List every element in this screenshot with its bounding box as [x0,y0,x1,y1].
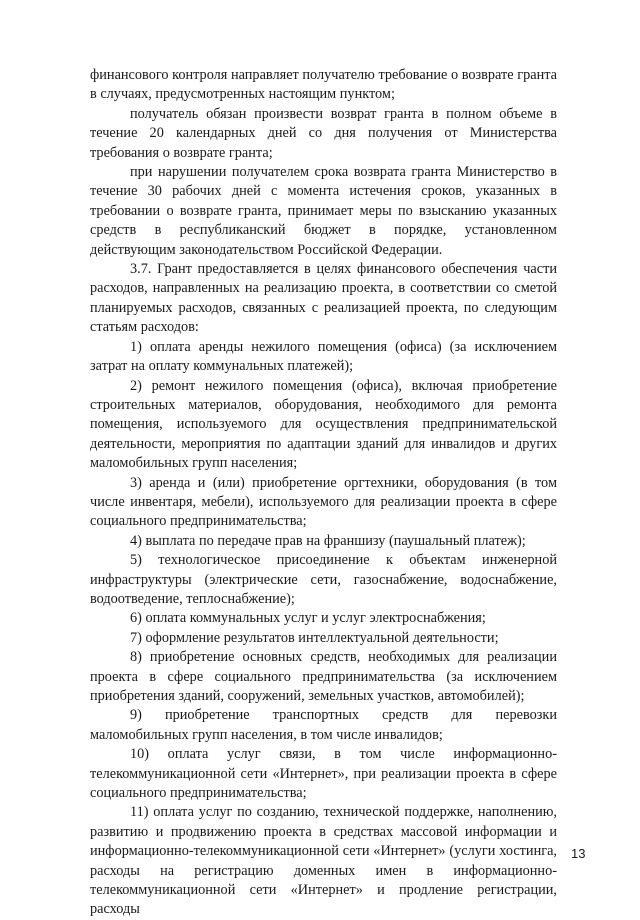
page-number: 13 [571,846,586,861]
list-item: 5) технологическое присоединение к объектам инженерной инфраструктуры (электрические сети, газоснабжение, водоснабжение, водоотведение, теплоснабжение); [90,552,557,607]
list-item: 4) выплата по передаче прав на франшизу (паушальный платеж); [130,532,526,549]
list-item: 3) аренда и (или) приобретение оргтехники, оборудования (в том числе инвентаря, мебели), используемого для реализации проекта в сфере социального предпринимательства; [90,474,557,530]
list-item: 9) приобретение транспортных средств для перевозки маломобильных групп населения, в том числе инвалидов; [90,707,557,743]
paragraph: получатель обязан произвести возврат гранта в полном объеме в течение 20 календарных дней со дня получения от Министерства требования о возврате гранта; [90,105,557,161]
list-item: 1) оплата аренды нежилого помещения (офиса) (за исключением затрат на оплату коммунальных платежей); [90,338,557,375]
list-item: 11) оплата услуг по созданию, технической поддержке, наполнению, развитию и продвижению проекта в средствах массовой информации и информационно-телекоммуникационной сети «Интернет» (услуги хостинга, расходы на регистрацию доменных имен в информационно-телекоммуникационной сети «Интернет» и продление регистрации, расходы [90,804,557,918]
list-item: 10) оплата услуг связи, в том числе информационно-телекоммуникационной сети «Интернет», при реализации проекта в сфере социального предпринимательства; [90,746,557,802]
list-item: 6) оплата коммунальных услуг и услуг электроснабжения; [130,610,486,627]
document-body [90,66,557,920]
paragraph: финансового контроля направляет получателю требование о возврате гранта в случаях, предусмотренных настоящим пунктом; [90,67,557,103]
paragraph: 3.7. Грант предоставляется в целях финансового обеспечения части расходов, направленных на реализацию проекта, в соответствии со сметой планируемых расходов, связанных с реализацией проекта, по следующим статьям расходов: [90,261,557,336]
list-item: 7) оформление результатов интеллектуальной деятельности; [130,629,499,646]
list-item: 2) ремонт нежилого помещения (офиса), включая приобретение строительных материалов, оборудования, необходимого для ремонта помещения, используемого для осуществления предпринимательской деятельности, мероприятия по адаптации зданий для инвалидов и других маломобильных групп населения; [90,377,557,472]
list-item: 8) приобретение основных средств, необходимых для реализации проекта в сфере социального предпринимательства (за исключением приобретения зданий, сооружений, земельных участков, автомобилей); [90,649,557,704]
paragraph: при нарушении получателем срока возврата гранта Министерство в течение 30 рабочих дней с момента истечения сроков, указанных в требовании о возврате гранта, принимает меры по взысканию указанных средств в республиканский бюджет в порядке, установленном действующим законодательством Российской Федерации. [90,164,557,258]
